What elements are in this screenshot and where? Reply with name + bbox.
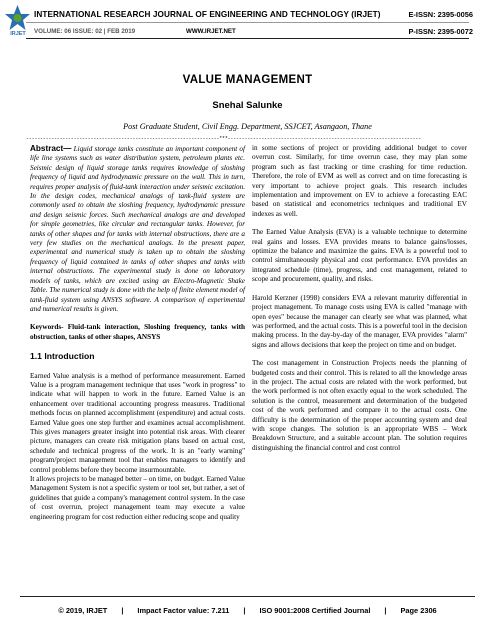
abstract-text: Liquid storage tanks constitute an important component of life line systems such as water distribution system, petroleum plants etc. Seismic design of liquid storage tanks requires knowledge of sloshing frequency of liquid and hydrodynamic pressure on the wall. This in turn, requires proper analysis of fluid-tank interaction under seismic excitation. In the design codes, mechanical analogs of tank-fluid system are commonly used to obtain the sloshing frequency, hydrodynamic pressure and design seismic forces. Such mechanical analogs are and developed for simple geometries, like circular and rectangular tanks. However, for tanks of other shapes and for tanks with internal obstructions, there are a very few studies on the mechanical analogs. In the present paper, experimental and numerical study is taken up to obtain the sloshing frequency of liquid contained in tanks of other shapes and tanks with internal obstructions. The experimental study is done on laboratory models of tanks, which are excited using an Electro-Magnetic Shake Table. The numerical study is done with the help of finite element model of tank-fluid system using ANSYS software. A comparison of experimental and numerical results is given.	[30, 145, 245, 313]
footer-separator: |	[121, 606, 124, 615]
right-column	[252, 144, 467, 462]
author-name: Snehal Salunke	[212, 100, 283, 111]
logo-text: IRJET	[10, 31, 26, 37]
body-paragraph: in some sections of project or providing additional budget to cover overrun cost. Similarly, for time overrun case, they may plan some program such as fast tracking or time crashing for time reduction. Therefore, the role of EVM as well as correct and on time forecasting is very important to achieve project goals. This research includes implementation and improvement on EV to achieve a forecasting EAC based on statistical and econometrics techniques and traditional EV indexes as well.	[252, 144, 467, 218]
footer-rule	[20, 596, 475, 597]
header-rule-bottom	[26, 38, 469, 39]
body-paragraph: The cost management in Construction Projects needs the planning of budgeted costs and their control. This is related to all the knowledge areas in the project. The actual costs are related with the work performed, but the work performed is not often exactly equal to the work scheduled. The solution is the control, measurement and determination of the budgeted cost of the work performed and compare it to the actual costs. One difficulty is the determination of the proper accounting system and deal with scope changes. The solution is an appropriate WBS – Work Breakdown Structure, and a suitable account plan. The solution requires distinguishing the financial control and cost control	[252, 359, 467, 452]
footer-separator: |	[243, 606, 246, 615]
footer-copyright: © 2019, IRJET	[58, 606, 108, 615]
page-footer	[0, 596, 495, 640]
body-paragraph: It allows projects to be managed better – on time, on budget. Earned Value Management System is not a specific system or tool set, but rather, a set of guidelines that guide a company's management control system. In the case of cost overrun, project management team may execute a value engineering program for cost reduction either reducing scope and quality	[30, 475, 245, 521]
paper-title: VALUE MANAGEMENT	[182, 74, 313, 86]
e-issn: E-ISSN: 2395-0056	[408, 10, 473, 19]
footer-page-number: Page 2306	[400, 606, 437, 615]
footer-impact-factor: Impact Factor value: 7.211	[137, 606, 230, 615]
abstract-label: Abstract—	[30, 144, 72, 153]
journal-header	[0, 0, 495, 48]
body-paragraph: The Earned Value Analysis (EVA) is a valuable technique to determine real gains and losses. EVA provides means to balance gains/losses, optimize the balance and maximize the gains. EVA is a powerful tool to control simultaneously physical and cost performance. EVA provides an integrated schedule (time), progress, and cost management, related to scope and procurement, quality, and risks.	[252, 228, 467, 284]
footer-text	[0, 606, 495, 615]
left-column	[30, 144, 245, 522]
author-affiliation: Post Graduate Student, Civil Engg. Department, SSJCET, Asangaon, Thane	[123, 122, 372, 131]
p-issn: P-ISSN: 2395-0072	[408, 27, 473, 36]
header-rule	[26, 22, 469, 23]
body-paragraph: Harold Kerzner (1998) considers EVA a relevant maturity differential in project management. To manage costs using EVA is called "manage with open eyes" because the manager can clearly see what was planned, what was performed, and the actual costs. This is a powerful tool in the decision making process. In the day-by-day of the manager, EVA provides "alarm" signs and allows decisions that keep the project on time and on budget.	[252, 293, 467, 349]
body-paragraph: Earned Value analysis is a method of performance measurement. Earned Value is a program management technique that uses "work in progress" to indicate what will happen to work in the future. Earned Value is an enhancement over traditional accounting progress measures. Traditional methods focus on planned accomplishment (expenditure) and actual costs. Earned Value goes one step further and examines actual accomplishment. This gives managers greater insight into potential risk areas. With clearer picture, managers can create risk mitigation plans based on actual cost, schedule and technical progress of the work. It is an "early warning" program/project management tool that enables managers to identify and control problems before they become insurmountable.	[30, 371, 245, 474]
irjet-logo-icon	[4, 4, 31, 32]
volume-issue: VOLUME: 06 ISSUE: 02 | FEB 2019	[34, 28, 136, 35]
footer-iso: ISO 9001:2008 Certified Journal	[259, 606, 371, 615]
footer-separator: |	[384, 606, 387, 615]
abstract	[30, 144, 245, 314]
journal-title: INTERNATIONAL RESEARCH JOURNAL OF ENGINEERING AND TECHNOLOGY (IRJET)	[34, 10, 381, 19]
separator-rule: ---------------------------------------------------------------------***---------------------------------------------------------------------	[26, 136, 421, 142]
section-heading-introduction: 1.1 Introduction	[30, 351, 95, 362]
journal-website-link[interactable]: WWW.IRJET.NET	[186, 28, 236, 35]
keywords: Keywords- Fluid-tank interaction, Sloshing frequency, tanks with obstruction, tanks of other shapes, ANSYS	[30, 323, 245, 341]
